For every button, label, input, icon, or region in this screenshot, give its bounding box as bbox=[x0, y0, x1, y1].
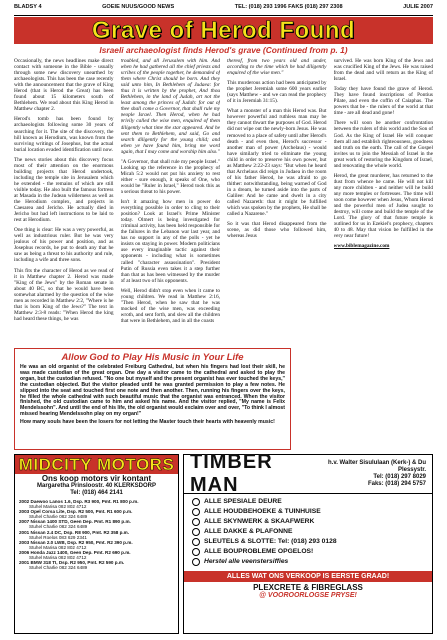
list-item: ALLE SPESIALE DEURE bbox=[192, 497, 424, 507]
paragraph: "A Governor, that shall rule my people Israel." Looking up the reference in the prophecy of Micah 5:2 would not put his anxiety to rest either - sure enough, it speaks of One, who would be "Ruler in Israel," Herod took this as a serious threat to his power. bbox=[120, 158, 220, 195]
bullet-icon bbox=[192, 508, 200, 516]
paragraph: One thing is clear: He was a very powerful, as well as industrious ruler. But he was very jealous of his power and position, and as Josephus records, he put to death any that he saw as being a threat to his authority and rule, including a wife and three sons. bbox=[14, 227, 114, 264]
car-listing: 2001 BMW 318 TI, Dsp. R2 950, Pmt. R2 590 p.m. Stuhel Charlie 082 324 6489 bbox=[19, 560, 125, 571]
ad-header bbox=[184, 451, 432, 496]
article-column-1 bbox=[14, 58, 114, 348]
story-box bbox=[14, 348, 291, 450]
list-item: SLEUTELS & SLOTTE: Tel: (018) 293 0128 bbox=[192, 537, 424, 547]
paragraph: There will soon be another confrontation between the rulers of this world and the Son of God. As the King of Israel He will conquer them all and establish righteousness, goodness and truth on the earth. The call of the Gospel invites us to join the Messiah of Israel in the great work of restoring the Kingdom of Israel, and renovating the whole world. bbox=[333, 120, 433, 169]
paragraph: So it was that Herod disappeared from the scene, as did those who followed him, whereas Jesus bbox=[227, 221, 327, 240]
list-item: Herstel alle veenstersiffies bbox=[192, 557, 424, 567]
timber-man-logo: TIMBER MAN bbox=[190, 451, 273, 496]
story-title: Allow God to Play His Music in Your Life bbox=[61, 352, 244, 363]
ad-footer: PLEXCRETE & FIBREGLASS bbox=[253, 583, 363, 592]
paragraph: Herod, the great murderer, has returned to the dust from whence he came. He will not kill any more children - and neither will he build any more temples or fortresses. The time will soon come however when Jesus, Whom Herod and the powerful men of Judea sought to destroy, will come and build the temple of the Lord. The glory of that future temple is outlined for us in Ezekiel's prophecy, chapters 40 to 48. May that vision be fulfilled in the very near future! bbox=[333, 172, 433, 240]
article-column-3 bbox=[227, 58, 327, 348]
paragraph: thereof, from two years old and under, according to the time which he had diligently enquired of the wise men." bbox=[227, 58, 327, 77]
paragraph: Today they have found the grave of Herod. They have found inscriptions of Pontius Pilate, and even the coffin of Caiaphas. The powers that be - the rulers of the world at that time - are all dead and gone! bbox=[333, 86, 433, 117]
ad-tagline: Ons koop motors vir kontant bbox=[41, 474, 152, 483]
bullet-icon bbox=[192, 528, 200, 536]
issue-date: JULIE 2007 bbox=[403, 4, 433, 10]
paragraph: Herod's tomb has been found by archaeologists following some 30 years of searching for it. The site of the discovery, the hill known as Herodium, was known from the surviving writings of Josephus, but the actual burial location evaded identification until now. bbox=[14, 116, 114, 153]
list-item: ALLE DAKKE & PLAFONNE bbox=[192, 527, 424, 537]
list-item: ALLE SKYNWERK & SKAAFWERK bbox=[192, 517, 424, 527]
car-listing: 2003 Nissan 2.0 LWB, Dsp. R2 950, Pmt. R2 390 p.m. Stuhel Marisa 082 802 4712 bbox=[19, 539, 133, 550]
website-link[interactable]: www.biblemagazine.com bbox=[333, 243, 390, 250]
page-header bbox=[14, 4, 433, 16]
paragraph: This murderous action had been anticipated by the prophet Jeremiah some 600 years earlier (says Matthew - and we can read the prophecy of it in Jeremiah 31:15). bbox=[227, 80, 327, 105]
ad-phone: Tel: (018) 464 2141 bbox=[70, 490, 123, 496]
bullet-icon bbox=[192, 498, 200, 506]
paragraph: Occasionally, the news headlines make direct contact with someone in the Bible - usually through some new discovery unearthed by archaeologists. This has been the case recently with the announcement that the grave of King Herod (that is Herod the Great) has been found about 15 kilometers south of Bethlehem. We read about this King Herod in Matthew chapter 2. bbox=[14, 58, 114, 113]
car-listing: 2003 Opel Corsa Lite, Dsp. R2 500, Pmt. R1 600 p.m. Stuhel Charlie 082 324 6489 bbox=[19, 509, 133, 520]
quality-banner: ALLES WAT ONS VERKOOP IS EERSTE GRAAD! bbox=[184, 571, 432, 582]
story-moral: How many souls have been the losers for not letting the Master touch their hearts with heavenly music! bbox=[20, 419, 275, 426]
paragraph: This fits the character of Herod as we read of it in Matthew chapter 2. Herod was made "King of the Jews" by the Roman senate in about 40 BC, so that he would have been somewhat alarmed by the question of the wise men as recorded in Matthew 2:2, "Where is he that is born King of the Jews?" The text in Matthew 2:3-8 reads: "When Herod the king had heard these things, he was bbox=[14, 267, 114, 322]
blank-space bbox=[295, 348, 433, 450]
ad-title: MIDCITY MOTORS bbox=[15, 455, 178, 474]
headline-banner bbox=[14, 17, 433, 44]
list-item: ALLE BOUPROBLEME OPGELOS! bbox=[192, 547, 424, 557]
car-listing: 2006 Honda Jazz 1400, Geen Dep. Pmt. R2 690 p.m. Stuhel Marisa 082 802 4712 bbox=[19, 549, 131, 561]
paragraph: survived. He was born King of the Jews and was crucified King of the Jews. He was raised from the dead and will return as the King of Israel. bbox=[333, 58, 433, 83]
car-listing: 2001 Nissan 2.4 DC, Dsp. R8 900, Pmt. R2 358 p.m. Stuhel Roelos 083 629 2341 bbox=[19, 529, 130, 540]
list-item: ALLE HOUDBEHOEKE & TUINHUISE bbox=[192, 507, 424, 517]
ad-address: h.v. Walter Sisululaan (Kerk-) & Du Plessystr. Tel: (018) 297 8029 Faks: (018) 294 5757 bbox=[327, 460, 426, 487]
article-columns bbox=[14, 58, 433, 348]
car-listing: 2007 Nissan 1400 STD, Geen Dep. Pmt. R1 890 p.m. Stuhel Charlie 082 324 6489 bbox=[19, 519, 131, 530]
paragraph: Well, Herod didn't stop even when it came to young children. We read in Matthew 2:16, "Then Herod, when he saw that he was mocked of the wise men, was exceeding wroth, and sent forth, and slew all the children that were in Bethlehem, and in all the coasts bbox=[120, 287, 220, 324]
product-list bbox=[184, 494, 432, 570]
bullet-icon bbox=[192, 538, 200, 546]
article-column-4 bbox=[334, 58, 434, 348]
paper-name: GOEIE NUUS/GOOD NEWS bbox=[102, 4, 175, 10]
bullet-icon bbox=[192, 558, 200, 566]
timber-man-ad bbox=[183, 451, 433, 634]
headline: Grave of Herod Found bbox=[91, 16, 356, 44]
ad-footer-sub: @ VOOROORLOGSE PRYSE! bbox=[259, 592, 357, 599]
midcity-motors-ad bbox=[14, 454, 179, 634]
car-listing: 2002 Daewoo Lanos 1.6, Dsp. R3 900, Pmt. R1 800 p.m. Stuhel Marisa 082 802 4712 bbox=[19, 499, 139, 510]
story-body: He was an old organist of the celebrated Freiburg Cathedral, but when his fingers had lost their skill, he was made custodian of the great organ. One day a visitor came to the cathedral and asked to play the organ, but the custodian refused. "No one but myself and the present organist has ever touched the keys," the custodian objected. But the visitor pleaded until he was granted permission to play a few notes. He slipped into the seat and touched first one note and then another. Then, running his fingers over the keys, he filled the whole cathedral with such beautiful music that the organist was entranced. When the visitor finished, the old custodian came to him and asked his name. And the visitor replied, "My name is Felix Mendelssohn". And until the end of his life, the old organist would exclaim over and over, "To think I almost missed hearing Mendelssohn play on my organ!" bbox=[20, 364, 285, 418]
bullet-icon bbox=[192, 548, 200, 556]
paragraph: troubled, and all Jerusalem with him. And when he had gathered all the chief priests and scribes of the people together, he demanded of them where Christ should be born. And they said unto him, In Bethlehem of Judaea: for thus it is written by the prophet, And thou Bethlehem, in the land of Judah, art not the least among the princes of Judah: for out of thee shall come a Governor, that shall rule my people Israel. Then Herod, when he had privily called the wise men, enquired of them diligently what time the star appeared. And he sent them to Bethlehem, and said, Go and search diligently for the young child; and when ye have found him, bring me word again, that I may come and worship him also." bbox=[120, 58, 220, 155]
header-contact: TEL: (018) 293 1996 FAKS (018) 297 2308 bbox=[234, 4, 343, 10]
paragraph: Isn't it amazing how men in power do everything possible in order to cling to their position? Look at Israel's Prime Minister today. Olmert is being investigated for criminal activity, has been held responsible for the failures in the Lebanon war last year, and has no support in any of the polls - yet he insists on staying in power. Modern politicians use every imaginable tactic against their opponents - including what is sometimes called "character assassination". President Putin of Russia even takes it a step further than that as has been witnessed by the murder of at least two of his opponents. bbox=[120, 199, 220, 284]
paragraph: What a monster of a man this Herod was. But however powerful and ruthless man may be they cannot thwart the purposes of God. Herod did not wipe out the newly-born Jesus. He was removed to a place of safety until after Herod's death - and even then, Herod's successor - another man of power (Archelaus) - would have similarly tried to eliminate the young child in order to preserve his own power, but as Matthew 2:22-23 says: "But when he heard that Archelaus did reign in Judaea in the room of his father Herod, he was afraid to go thither: notwithstanding, being warned of God in a dream, he turned aside into the parts of Galilee: And he came and dwelt in a city called Nazareth: that it might be fulfilled which was spoken by the prophets, He shall be called a Nazarene." bbox=[227, 108, 327, 218]
article-column-2 bbox=[121, 58, 221, 348]
subheadline: Israeli archaeologist finds Herod's grave (Continued from p. 1) bbox=[99, 45, 348, 55]
ad-address: Margaretha Prinsloostr. 40 KLERKSDORP bbox=[36, 483, 157, 489]
paragraph: The news stories about this discovery focus most of their attention on the enormous building projects that Herod undertook, including the temple site in Jerusalem which he extended - the remains of which are still visible today. He also built the famous fortress at Masada in the Judean wilderness as well as the Herodium complex, and projects in Caesarea and Jericho. He actually died in Jericho but had left instructions to be laid to rest at Herodium. bbox=[14, 156, 114, 224]
bullet-icon bbox=[192, 518, 200, 526]
page-number: BLADSY 4 bbox=[14, 4, 42, 10]
